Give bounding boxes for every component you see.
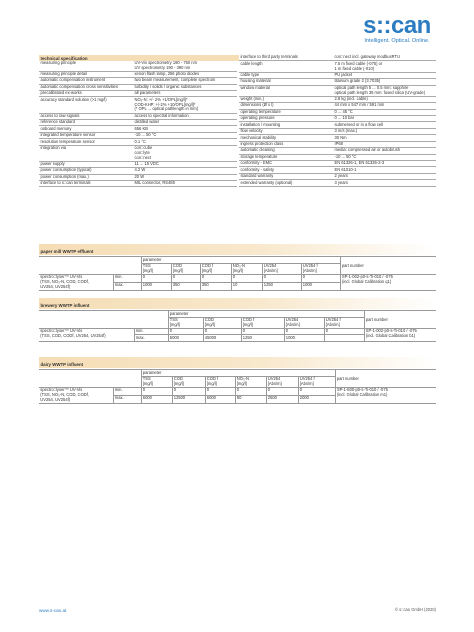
parameter-header — [171, 263, 200, 274]
part-number-label: part number — [340, 263, 436, 274]
spec-key: cable length — [240, 60, 263, 66]
parameter-unit: [Abs/m] — [267, 380, 282, 386]
spec-value: 2.8 kg (incl. cable) — [334, 96, 368, 102]
spec-value: submersed or in a flow cell — [334, 121, 383, 127]
parameter-header — [172, 376, 205, 387]
spec-value: 0 ... 45 °C — [334, 108, 353, 114]
spec-value: access to spectral information — [134, 112, 189, 118]
min-value: 0 — [241, 328, 284, 334]
blank-cell — [39, 376, 141, 387]
spec-key: automatic cleaning — [240, 147, 275, 153]
parameter-header — [298, 376, 335, 387]
max-value: 45000 — [203, 335, 241, 341]
spec-key: extended warranty (optional) — [240, 179, 293, 185]
max-label: max. — [113, 396, 141, 404]
parameter-unit: [mg/l] — [142, 267, 153, 273]
spec-key: automatic compensation instrument — [40, 77, 106, 83]
max-value: 10 — [231, 283, 262, 291]
parameter-header — [284, 317, 324, 328]
spec-value: 0 ... 10 bar — [334, 115, 355, 121]
spec-value: EN 61326-1, EN 61326-2-3 — [334, 160, 385, 166]
spec-value: 20 W — [134, 173, 145, 179]
parameter-unit: [mg/l] — [232, 267, 243, 273]
spec-key: power consumption (typical) — [40, 167, 92, 173]
spec-key: operating temperature — [240, 108, 281, 114]
parameter-unit: [mg/l] — [201, 267, 212, 273]
max-value: 1250 — [241, 335, 284, 341]
paper-mill-table — [39, 257, 436, 291]
spec-value: 4.2 W — [134, 167, 146, 173]
parameter-name: UV254 — [285, 317, 299, 323]
logo-wordmark: s::can — [363, 12, 431, 39]
parameter-header — [141, 263, 171, 274]
min-value: 0 — [203, 328, 241, 334]
spec-key: conformity - EMC — [240, 160, 273, 166]
max-value: 80 — [235, 396, 266, 404]
spec-key: integration via — [40, 144, 66, 150]
spec-key: measuring principle detail — [40, 71, 87, 77]
spec-value: -10 ... 50 °C — [334, 153, 357, 159]
max-value: 1000 — [301, 283, 340, 291]
max-value: 6000 — [205, 396, 235, 404]
spec-key: weight (min.) — [240, 96, 264, 102]
parameter-unit: [Abs/m] — [325, 321, 340, 327]
min-value: 0 — [141, 274, 171, 282]
min-value: 0 — [262, 274, 301, 282]
section-title: dairy WWTP influent — [40, 361, 84, 367]
min-value: 0 — [284, 328, 324, 334]
max-value: 350 — [200, 283, 231, 291]
parameter-name: TSS — [169, 317, 178, 323]
spec-value: titanium grade 2 (3.7035) — [334, 78, 381, 84]
section-title: brewery WWTP influent — [40, 302, 90, 308]
spec-key: flow velocity — [240, 128, 263, 134]
spec-value: media: compressed air or autobrush — [334, 147, 401, 153]
parameter-name: COD f — [242, 317, 255, 323]
max-value: 6000 — [141, 396, 172, 404]
product-name: spectro::lyser™ UV-Vis (TSS, COD, CODf, UV254, UV254f) — [39, 328, 134, 341]
max-value: 12500 — [172, 396, 205, 404]
parameter-unit: [mg/l] — [206, 380, 217, 386]
parameter-header — [301, 263, 340, 274]
spec-value: 3 m/s (max.) — [334, 128, 358, 134]
parameter-header — [324, 317, 364, 328]
spec-left-column — [39, 61, 237, 188]
parameter-name: NO₃-N — [232, 263, 245, 269]
section-title: paper mill WWTP effluent — [40, 248, 94, 254]
parameter-name: UV254 — [267, 376, 281, 382]
part-number: SP-1-002-p0-s-Ti-010 / -075 (incl. Global Calibration b1) — [364, 328, 436, 341]
section-title-bar — [39, 244, 436, 255]
parameter-name: UV254 f — [302, 263, 318, 269]
part-number: SP-1-500-p0-s-Ti-010 / -075 (incl. Global Calibration m1) — [335, 387, 436, 403]
spec-row — [239, 61, 436, 72]
spec-value: IP68 — [334, 141, 343, 147]
spec-key: precalibrated ex-works — [40, 90, 82, 96]
parameter-name: TSS — [142, 376, 151, 382]
parameter-name: UV254 f — [325, 317, 341, 323]
parameter-header — [205, 376, 235, 387]
min-value: 0 — [141, 387, 172, 395]
min-value: 0 — [168, 328, 203, 334]
parameter-name: COD — [173, 376, 183, 382]
footer-url-link[interactable]: www.s-can.at — [39, 608, 67, 613]
max-value: 1000 — [141, 283, 171, 291]
footer-copyright: © s::can GmbH (2020) — [394, 607, 436, 612]
parameter-header — [200, 263, 231, 274]
spec-key: conformity - safety — [240, 166, 274, 172]
max-label: max. — [113, 283, 141, 291]
spec-right-column — [239, 55, 436, 187]
spec-value: MIL connector, RS485 — [134, 180, 175, 186]
min-value: 0 — [200, 274, 231, 282]
parameter-name: UV254 — [263, 263, 277, 269]
max-value: 350 — [171, 283, 200, 291]
brewery-table — [39, 311, 436, 342]
spec-value: turbidity / solids / organic substances — [134, 83, 202, 89]
spec-value: 11 ... 15 VDC — [134, 161, 159, 166]
parameter-name: COD f — [201, 263, 214, 269]
min-value: 0 — [235, 387, 266, 395]
parameter-header — [235, 376, 266, 387]
parameter-header — [168, 317, 203, 328]
spec-key: automatic compensation cross sensitivities — [40, 83, 118, 89]
min-value: 0 — [298, 387, 335, 395]
spec-value: 30 Nm — [334, 134, 347, 140]
spec-key: resolution temperature sensor — [40, 138, 95, 144]
min-value: 0 — [205, 387, 235, 395]
parameter-group-label: parameter — [141, 370, 335, 376]
parameter-unit: [mg/l] — [173, 380, 184, 386]
part-number: SP-1-002-p0-s-Ti-010 / -075 (incl. Global Calibration q1) — [340, 274, 436, 290]
parameter-unit: [mg/l] — [236, 380, 247, 386]
spec-value: 0.1 °C — [134, 138, 146, 144]
spec-key: installation / mounting — [240, 121, 281, 127]
spec-row — [39, 146, 237, 162]
spec-key: housing material — [240, 78, 271, 84]
spec-key: accuracy standard solution (>1 mg/l) — [40, 96, 107, 102]
scan-logo — [341, 14, 453, 46]
parameter-unit: [mg/l] — [204, 321, 215, 327]
spec-key: onboard memory — [40, 125, 72, 131]
spec-value: UV-Vis spectrometry 190 - 750 nm UV spectrometry 190 - 390 nm — [134, 59, 197, 70]
section-title-bar — [39, 298, 436, 309]
spec-row — [39, 181, 237, 187]
spec-row — [39, 97, 237, 113]
section-dairy — [39, 357, 436, 404]
spec-row — [239, 180, 436, 186]
spec-value: 44 mm x 547 mm / 591 mm — [334, 102, 385, 108]
spec-value: NO₃-N: +/- 2% +1/OPL[mg/l]* COD-KHP: +/-2% +10/OPL[mg/l]* (* OPL ... optical pathlength in mm) — [134, 96, 199, 112]
spec-key: power consumption (max.) — [40, 173, 89, 179]
spec-value: 7.5 m fixed cable (-075) or 1 m fixed cable (-010) — [334, 60, 383, 71]
spec-value: 3 years — [334, 179, 348, 185]
spec-key: power supply — [40, 161, 65, 166]
spec-key: dimensions (Ø x l) — [240, 102, 274, 108]
spec-value: 2 years — [334, 173, 348, 179]
min-value: 0 — [172, 387, 205, 395]
min-label: min. — [113, 274, 141, 282]
section-paper-mill — [39, 244, 436, 291]
spec-value: 656 KB — [134, 125, 148, 131]
parameter-header — [203, 317, 241, 328]
spec-key: access to raw signals — [40, 112, 80, 118]
part-number-label: part number — [335, 376, 436, 387]
min-value: 0 — [171, 274, 200, 282]
min-value: 0 — [266, 387, 298, 395]
spec-value: two beam measurement, complete spectrum — [134, 77, 216, 83]
max-value: 2500 — [266, 396, 298, 404]
parameter-header — [266, 376, 298, 387]
spec-value: con::cube con::lyte con::nect — [134, 144, 153, 160]
blank-cell — [39, 263, 141, 274]
section-brewery — [39, 298, 436, 342]
parameter-group-label: parameter — [168, 311, 364, 317]
parameter-unit: [Abs/m] — [263, 267, 278, 273]
spec-key: integrated temperature sensor — [40, 132, 96, 138]
spec-value: distilled water — [134, 119, 160, 125]
spec-key: standard warranty — [240, 173, 274, 179]
spec-value: EN 61010-1 — [334, 166, 357, 172]
min-value: 0 — [324, 328, 364, 334]
parameter-name: COD — [172, 263, 182, 269]
part-number-label: part number — [364, 317, 436, 328]
parameter-name: TSS — [142, 263, 151, 269]
spec-value: -10 ... 50 °C — [134, 132, 157, 138]
parameter-name: NO₃-N — [236, 376, 249, 382]
spec-value: con::nect incl. gateway modbusRTU — [334, 54, 400, 60]
blank-cell — [39, 317, 168, 328]
product-name: spectro::lyser™ UV-Vis (TSS, NO₃-N, COD, CODf, UV254, UV254f) — [39, 274, 113, 290]
parameter-unit: [Abs/m] — [299, 380, 314, 386]
min-value: 0 — [301, 274, 340, 282]
max-value — [324, 335, 364, 341]
parameter-name: COD f — [206, 376, 219, 382]
min-value: 0 — [231, 274, 262, 282]
parameter-unit: [mg/l] — [142, 380, 153, 386]
spec-key: ingress protection class — [240, 141, 284, 147]
spec-value: optical path length 5 ... 0.5 mm: sapphire optical path length 35 mm: fused silica (UV-grade) — [334, 84, 426, 95]
spec-value: PU jacket — [334, 71, 353, 77]
max-label: max. — [134, 335, 168, 341]
parameter-unit: [Abs/m] — [302, 267, 317, 273]
logo-tagline: Intelligent. Optical. Online. — [364, 38, 430, 44]
spec-key: interface to third party terminals — [240, 54, 298, 60]
min-label: min. — [134, 328, 168, 334]
parameter-group-label: parameter — [141, 257, 340, 263]
max-value: 1250 — [262, 283, 301, 291]
parameter-header — [141, 376, 172, 387]
parameter-header — [262, 263, 301, 274]
parameter-header — [241, 317, 284, 328]
parameter-unit: [mg/l] — [169, 321, 180, 327]
spec-value: xenon flash lamp, 256 photo diodes — [134, 71, 200, 77]
max-value: 1000 — [284, 335, 324, 341]
spec-key: operating pressure — [240, 115, 275, 121]
parameter-name: UV254 f — [299, 376, 315, 382]
section-title-bar — [39, 357, 436, 368]
spec-key: measuring principle — [40, 59, 76, 65]
max-value: 2000 — [298, 396, 335, 404]
technical-specification — [39, 55, 436, 187]
spec-key: window material — [240, 84, 270, 90]
spec-key: reference standard — [40, 119, 75, 125]
parameter-unit: [Abs/m] — [285, 321, 300, 327]
max-value: 5000 — [168, 335, 203, 341]
spec-key: storage temperature — [240, 153, 278, 159]
parameter-unit: [mg/l] — [242, 321, 253, 327]
dairy-table — [39, 370, 436, 404]
spec-value: all parameters — [134, 90, 161, 96]
spec-key: interface to s::can terminals — [40, 180, 91, 186]
spec-key: cable type — [240, 71, 260, 77]
spec-title: technical specification — [39, 55, 239, 61]
spec-key: mechanical stability — [240, 134, 276, 140]
product-name: spectro::lyser™ UV-Vis (TSS, NO₃-N, COD, CODf, UV254, UV254f) — [39, 387, 113, 403]
parameter-unit: [mg/l] — [172, 267, 183, 273]
min-label: min. — [113, 387, 141, 395]
parameter-name: COD — [204, 317, 214, 323]
parameter-header — [231, 263, 262, 274]
